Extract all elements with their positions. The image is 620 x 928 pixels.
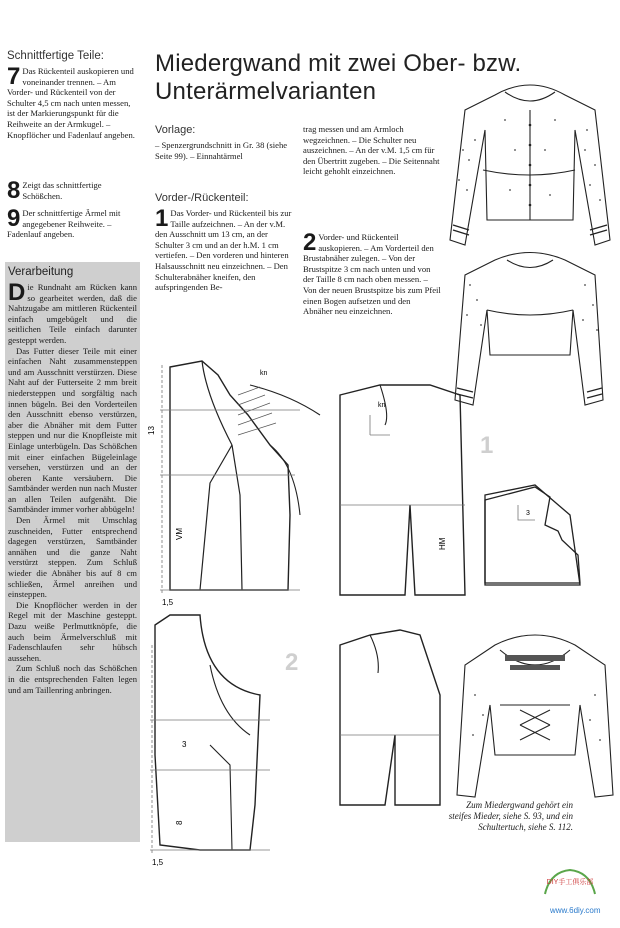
verarbeitung-box [5, 262, 140, 842]
step-7-text: Das Rückenteil auskopieren und voneinander trennen. – Am Vorder- und Rückenteil von der Schulter 4,5 cm nach unten messen, ist der Markierungspunkt für die Reihweite an der Armkugel. – Knopflöcher und Fadenlauf angeben. [7, 66, 135, 140]
watermark-logo [540, 862, 600, 902]
step-2-text: Vorder- und Rückenteil auskopieren. – Am Vorderteil den Brustabnäher zulegen. – Von der Brustspitze 3 cm nach unten und von der Taille 8 cm nach oben messen. – Von der neuen Brustspitze bis zum Pfeil einen Bogen aufsetzen und den Abnäher neu einzeichnen. [303, 232, 441, 317]
blouse-2-pattern [466, 284, 598, 331]
fig1-kn-b: kn [378, 402, 386, 409]
step-9-number: 9 [7, 205, 21, 232]
step-8 [7, 177, 137, 204]
step-9-text: Der schnittfertige Ärmel mit angegebener Reihweite. – Fadenlauf angeben. [7, 208, 121, 240]
small-piece-3: 3 [526, 510, 530, 517]
blouse-1-cuffs [453, 225, 607, 235]
fig2-dim-8: 8 [175, 820, 184, 825]
fig1-guides [160, 365, 300, 595]
blouse-illustration-2 [455, 253, 603, 406]
verarbeitung-p4: Die Knopflöcher werden in der Regel mit der Maschine gesteppt. Dazu weiße Perlmuttknöpfe, die auch beim Ärmelverschluß mit Fadenschlaufen sehr hübsch aussehen. [8, 599, 137, 663]
watermark-logo-text: DIY手工俱乐部 [546, 879, 594, 886]
verarbeitung-heading: Verarbeitung [8, 266, 74, 278]
step-2 [303, 229, 441, 317]
verarbeitung-dropcap: D [8, 279, 26, 306]
fig2-dim-3: 3 [182, 740, 187, 749]
verarbeitung-p2: Das Futter dieser Teile mit einer einfachen Naht zusammensteppen und am Ausschnitt verstürzen. Diese Naht auf der Futterseite 2 mm breit niedersteppen und sorgfältig nach innen bügeln. Bei den Vorderteilen den Ausschnitt ebenso verstürzen, aber die Abnäher mit dem Futter steppen und nur die Knopfleiste mit Einlage unterbügeln. Das Schößchen mit einer einfachen Bügeleinlage versehen, verstürzen und an der oberen Kante versäubern. Die Samtbänder werden nun nach Muster an allen Teilen aufgenäht. Die Samtbänder immer vorher abbügeln! [8, 345, 137, 515]
watermark-url: www.6diy.com [550, 906, 601, 915]
step-7 [7, 63, 137, 140]
fig2-back-bodice [340, 630, 440, 805]
pattern-diagrams [140, 355, 494, 875]
small-pattern-piece [480, 465, 590, 585]
sidebar-heading: Schnittfertige Teile: [7, 50, 104, 62]
fig1-hm-label: HM [438, 537, 447, 550]
step-8-number: 8 [7, 177, 21, 204]
figure-1-label: 1 [480, 432, 494, 459]
blouse-2-cuffs [457, 388, 602, 398]
garment-illustrations [445, 70, 615, 430]
fig1-front-bodice [170, 361, 320, 590]
step-9 [7, 205, 137, 240]
fig1-dim-13: 13 [147, 426, 156, 435]
ensemble-illustration [455, 625, 615, 805]
step-1-text: Das Vorder- und Rückenteil bis zur Taille aufzeichnen. – An der v.M. den Ausschnitt um 13 cm, an der Schulter 3 cm und an der h.M. 1 cm vertiefen. – Den vorderen und hinteren Halsausschnitt neu einzeichnen. – Den Schulterabnäher kneifen, den aufspringenden Be- [155, 208, 292, 293]
vorlage-heading: Vorlage: [155, 124, 196, 136]
ensemble-lacing [520, 710, 550, 740]
fig2-guides [150, 645, 270, 853]
column-3-text: trag messen und am Armloch wegzeichnen. – Die Schulter neu auszeichnen. – An der v.M. 1,5 cm für den Übertritt zugeben. – Die Seitennaht leicht gehohlt einzeichnen. [303, 124, 440, 177]
verarbeitung-p3: Den Ärmel mit Umschlag zuschneiden, Futter entsprechend dagegen verstürzen, Samtbänder annähen und die ganze Naht verstürzt steppen. Zum Schluß wieder die Abnäher bis auf 8 cm schließen, Ärmel anreihen und einsteppen. [8, 515, 137, 600]
fig1-vm-label: VM [175, 528, 184, 540]
verarbeitung-text [8, 279, 137, 695]
step-1 [155, 205, 298, 293]
vorder-rueckenteil-heading: Vorder-/Rückenteil: [155, 192, 249, 204]
fig2-front-bodice [155, 615, 260, 850]
caption: Zum Miedergwand gehört ein steifes Mieder, siehe S. 93, und ein Schultertuch, siehe S. 112. [448, 800, 573, 832]
step-2-number: 2 [303, 229, 317, 256]
page-title: Miedergwand mit zwei Ober- bzw. Unterärmelvarianten [155, 50, 522, 105]
step-7-number: 7 [7, 63, 21, 90]
verarbeitung-p1: ie Rundnaht am Rücken kann so gearbeitet werden, daß die Nahtzugabe am mittleren Rückenteil einfach umgebügelt und die seitlichen Teile einfach darunter gesteppt werden. [8, 282, 137, 345]
figure-2-label: 2 [285, 649, 299, 676]
vorlage-items: – Spenzergrundschnitt in Gr. 38 (siehe Seite 99). – Einnahtärmel [155, 140, 288, 161]
step-1-number: 1 [155, 205, 169, 232]
fig1-dim-15: 1,5 [162, 598, 174, 607]
fig2-dim-15: 1,5 [152, 858, 164, 867]
step-8-text: Zeigt das schnittfertige Schößchen. [22, 180, 102, 201]
fig1-kn-a: kn [260, 370, 268, 377]
verarbeitung-p5: Zum Schluß noch das Schößchen in die entsprechenden Falten legen und am Taillenring anbringen. [8, 663, 137, 695]
ensemble-shawl [505, 655, 565, 670]
